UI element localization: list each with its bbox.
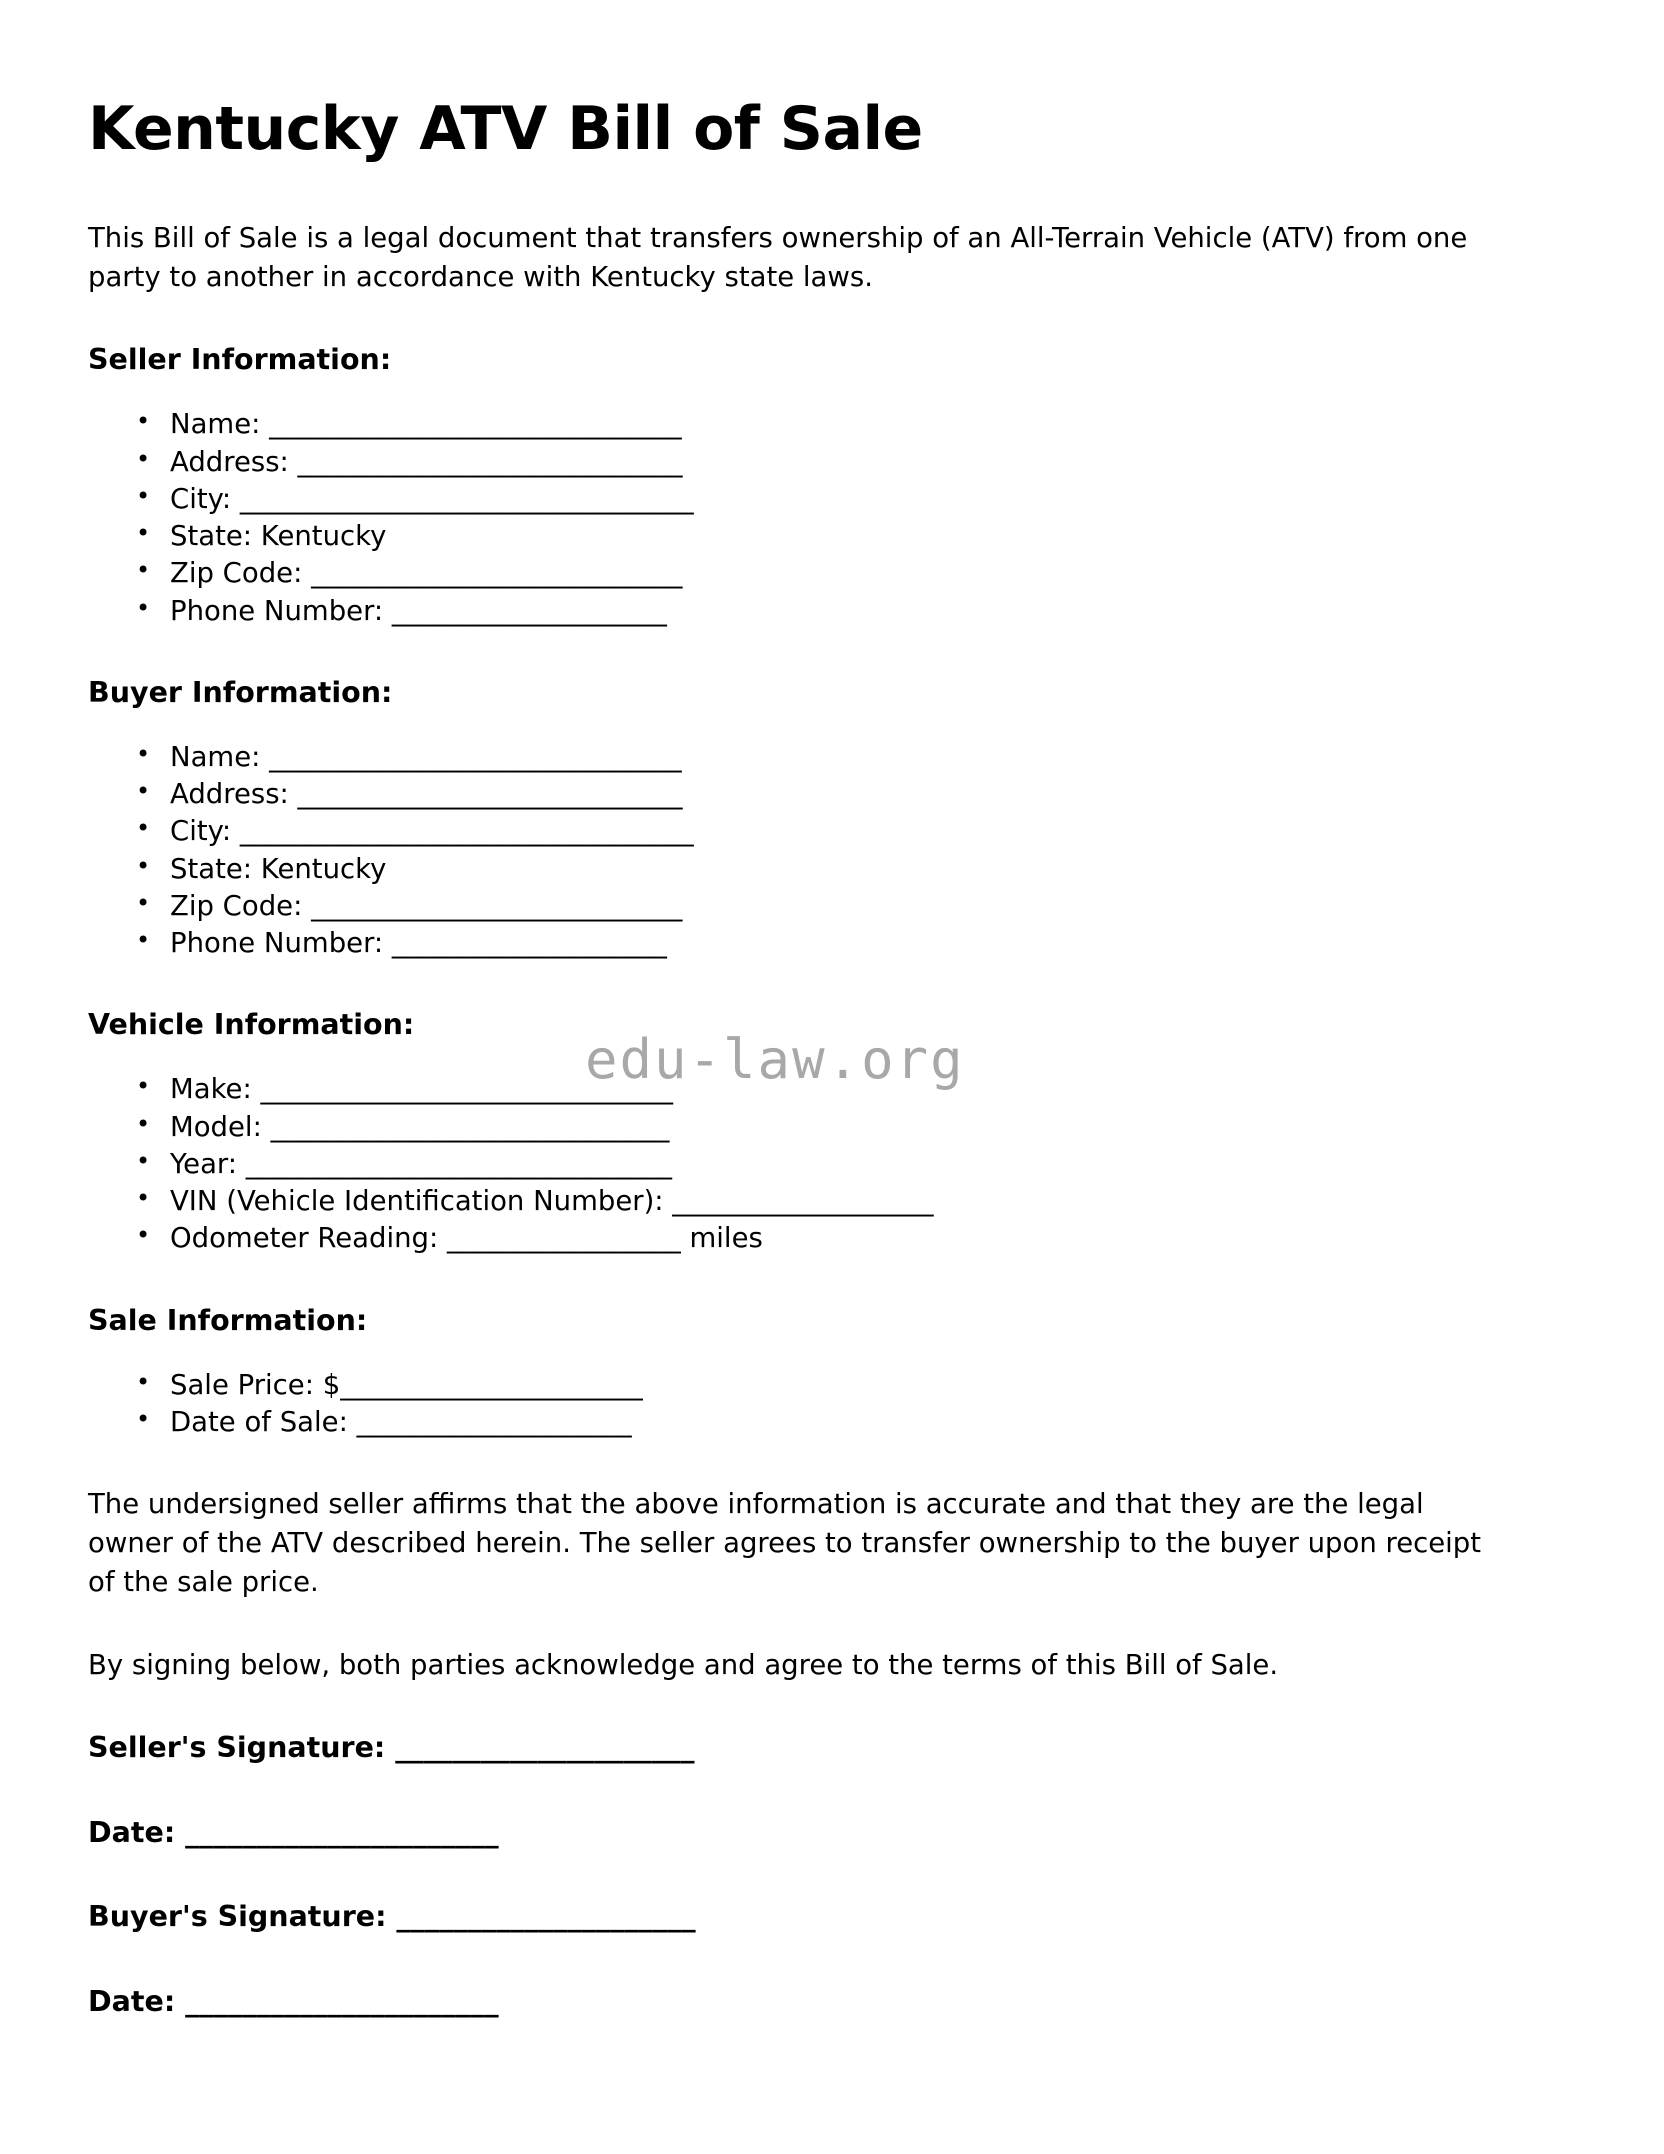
vehicle-information-heading: Vehicle Information: xyxy=(88,1008,415,1042)
buyer-signature-line: Buyer's Signature: _____________________ xyxy=(88,1900,696,1934)
list-item: • Name: ______________________________ xyxy=(136,406,1536,443)
list-item: • City: _________________________________ xyxy=(136,813,1536,850)
list-item: • Make: ______________________________ xyxy=(136,1071,1536,1108)
buyer-date-line: Date: ______________________ xyxy=(88,1984,499,2018)
buyer-information-heading: Buyer Information: xyxy=(88,675,393,709)
acknowledgement-paragraph: By signing below, both parties acknowledge and agree to the terms of this Bill of Sale. xyxy=(88,1649,1279,1682)
list-item: • Model: _____________________________ xyxy=(136,1109,1536,1146)
list-item: • Address: ____________________________ xyxy=(136,444,1536,481)
seller-field-list xyxy=(88,406,1536,630)
signature-block xyxy=(88,1729,1536,2021)
seller-signature-line: Seller's Signature: _____________________ xyxy=(88,1731,695,1765)
list-item: • Name: ______________________________ xyxy=(136,739,1536,776)
list-item: • Phone Number: ____________________ xyxy=(136,593,1536,630)
list-item: • State: Kentucky xyxy=(136,518,1536,555)
intro-paragraph: This Bill of Sale is a legal document that transfers ownership of an All-Terrain Vehicle (ATV) from one party to another in accordance with Kentucky state laws. xyxy=(88,222,1468,294)
list-item: • Address: ____________________________ xyxy=(136,776,1536,813)
list-item: • City: _________________________________ xyxy=(136,481,1536,518)
list-item: • Phone Number: ____________________ xyxy=(136,925,1536,962)
list-item: • Zip Code: ___________________________ xyxy=(136,888,1536,925)
list-item: • Date of Sale: ____________________ xyxy=(136,1404,1536,1441)
list-item: • Odometer Reading: _________________ miles xyxy=(136,1220,1536,1257)
sale-field-list xyxy=(88,1367,1536,1442)
seller-information-heading: Seller Information: xyxy=(88,343,392,377)
affirmation-paragraph: The undersigned seller affirms that the above information is accurate and that they are the legal owner of the ATV described herein. The seller agrees to transfer ownership to the buyer upon receipt of the sale price. xyxy=(88,1488,1482,1599)
watermark-text: edu-law.org xyxy=(585,1028,965,1091)
vehicle-field-list xyxy=(88,1071,1536,1257)
sale-information-heading: Sale Information: xyxy=(88,1303,368,1337)
buyer-field-list xyxy=(88,739,1536,963)
seller-date-line: Date: ______________________ xyxy=(88,1815,499,1849)
list-item: • Sale Price: $______________________ xyxy=(136,1367,1536,1404)
list-item: • Year: _______________________________ xyxy=(136,1146,1536,1183)
list-item: • State: Kentucky xyxy=(136,851,1536,888)
list-item: • VIN (Vehicle Identification Number): ___________________ xyxy=(136,1183,1536,1220)
page-title: Kentucky ATV Bill of Sale xyxy=(88,94,923,164)
list-item: • Zip Code: ___________________________ xyxy=(136,555,1536,592)
